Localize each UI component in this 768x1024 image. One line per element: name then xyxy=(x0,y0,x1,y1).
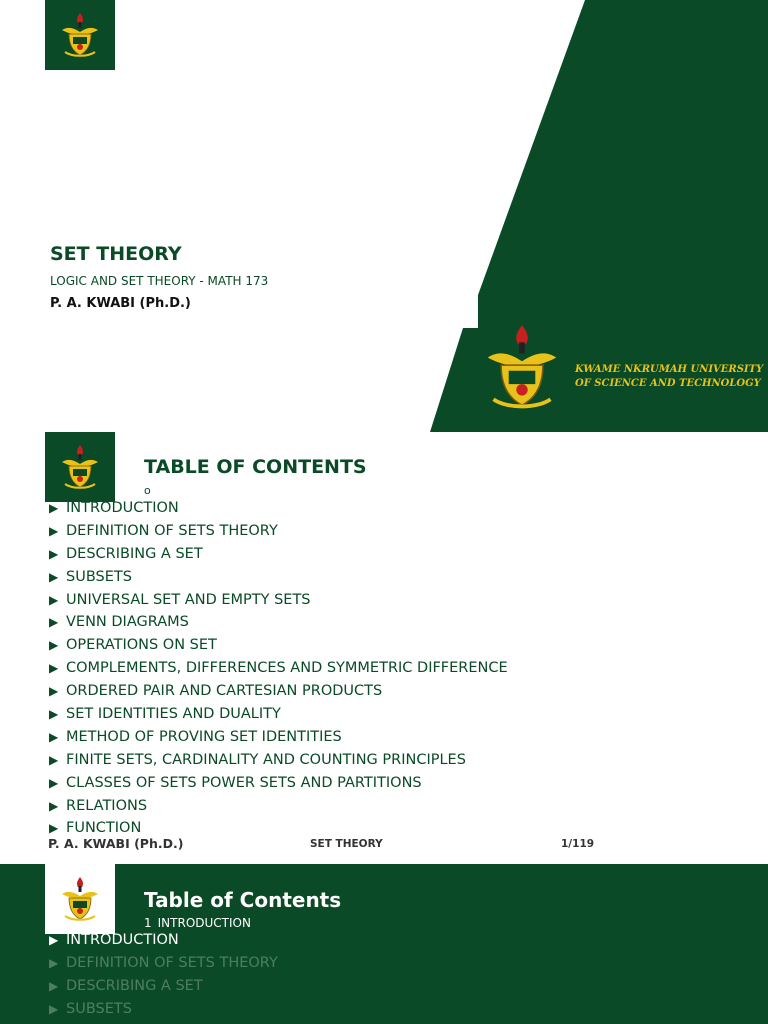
toc-item[interactable] xyxy=(49,795,508,818)
toc-item[interactable] xyxy=(49,520,508,543)
knust-logo-box xyxy=(45,0,115,70)
bullet-triangle-icon: ▶ xyxy=(49,775,59,790)
bullet-triangle-icon: ▶ xyxy=(49,798,59,813)
knust-crest-large-icon xyxy=(484,312,560,422)
toc-list xyxy=(49,497,508,840)
toc-item[interactable] xyxy=(49,634,508,657)
toc-title: TABLE OF CONTENTS xyxy=(144,456,367,478)
toc-item-label: SUBSETS xyxy=(66,568,132,585)
toc-item[interactable] xyxy=(49,703,508,726)
toc-item[interactable] xyxy=(49,589,508,612)
title-slide xyxy=(0,0,768,432)
toc-item-label: SET IDENTITIES AND DUALITY xyxy=(66,706,281,723)
toc-item[interactable] xyxy=(49,543,508,566)
bullet-triangle-icon: ▶ xyxy=(49,752,59,767)
bullet-triangle-icon: ▶ xyxy=(49,729,59,744)
toc-item-label: COMPLEMENTS, DIFFERENCES AND SYMMETRIC DIFFERENCE xyxy=(66,660,508,677)
toc-item-label: RELATIONS xyxy=(66,797,148,814)
toc-marker: o xyxy=(144,484,151,497)
section-toc-list xyxy=(49,929,278,1021)
toc-item[interactable] xyxy=(49,772,508,795)
toc-item-label: INTRODUCTION xyxy=(66,500,179,516)
bullet-triangle-icon: ▶ xyxy=(49,592,59,607)
university-name-line2: OF SCIENCE AND TECHNOLOGY xyxy=(575,378,761,389)
knust-crest-icon xyxy=(60,876,100,922)
toc-item-label: DESCRIBING A SET xyxy=(66,545,203,562)
toc-item[interactable] xyxy=(49,566,508,589)
toc-item[interactable] xyxy=(49,657,508,680)
section-label: INTRODUCTION xyxy=(157,916,251,930)
author-name: P. A. KWABI (Ph.D.) xyxy=(50,296,191,311)
bullet-triangle-icon: ▶ xyxy=(49,501,59,515)
slide-footer xyxy=(0,836,768,856)
toc-item-label: METHOD OF PROVING SET IDENTITIES xyxy=(66,728,342,745)
university-name-line1: KWAME NKRUMAH UNIVERSITY xyxy=(575,364,764,375)
toc-item-label: VENN DIAGRAMS xyxy=(66,614,189,631)
footer-title: SET THEORY xyxy=(310,838,383,850)
toc-item-label: FINITE SETS, CARDINALITY AND COUNTING PRINCIPLES xyxy=(66,751,466,768)
section-toc-item-label: DEFINITION OF SETS THEORY xyxy=(66,954,278,971)
bullet-triangle-icon: ▶ xyxy=(49,978,59,993)
knust-crest-icon xyxy=(60,12,100,58)
toc-item-label: FUNCTION xyxy=(66,820,142,837)
knust-logo-box xyxy=(45,432,115,502)
bullet-triangle-icon: ▶ xyxy=(49,546,59,561)
section-toc-item[interactable] xyxy=(49,998,278,1021)
toc-item[interactable] xyxy=(49,749,508,772)
knust-crest-icon xyxy=(60,444,100,490)
section-toc-item[interactable] xyxy=(49,952,278,975)
section-slide xyxy=(0,864,768,1024)
course-subtitle: LOGIC AND SET THEORY - MATH 173 xyxy=(50,274,269,288)
toc-item-label: CLASSES OF SETS POWER SETS AND PARTITIONS xyxy=(66,774,422,791)
toc-slide xyxy=(0,432,768,864)
toc-item-label: OPERATIONS ON SET xyxy=(66,637,217,654)
section-toc-item[interactable] xyxy=(49,975,278,998)
bullet-triangle-icon: ▶ xyxy=(49,615,59,630)
toc-item[interactable] xyxy=(49,611,508,634)
toc-item[interactable] xyxy=(49,497,508,520)
bullet-triangle-icon: ▶ xyxy=(49,661,59,676)
toc-item-label: DEFINITION OF SETS THEORY xyxy=(66,522,278,539)
bullet-triangle-icon: ▶ xyxy=(49,933,59,947)
toc-item[interactable] xyxy=(49,680,508,703)
footer-page-number: 1/119 xyxy=(561,838,595,850)
toc-item[interactable] xyxy=(49,726,508,749)
section-toc-item-label: SUBSETS xyxy=(66,1000,132,1017)
section-toc-item-label: DESCRIBING A SET xyxy=(66,977,203,994)
university-name xyxy=(575,363,763,391)
bullet-triangle-icon: ▶ xyxy=(49,684,59,699)
section-subtitle xyxy=(144,916,257,930)
section-toc-item[interactable] xyxy=(49,929,278,952)
bullet-triangle-icon: ▶ xyxy=(49,955,59,970)
toc-item-label: ORDERED PAIR AND CARTESIAN PRODUCTS xyxy=(66,683,383,700)
section-number: 1 xyxy=(144,916,152,930)
toc-item-label: UNIVERSAL SET AND EMPTY SETS xyxy=(66,591,311,608)
bullet-triangle-icon: ▶ xyxy=(49,1001,59,1016)
presentation-title: SET THEORY xyxy=(50,243,182,265)
bullet-triangle-icon: ▶ xyxy=(49,821,59,836)
bullet-triangle-icon: ▶ xyxy=(49,707,59,722)
section-toc-item-label: INTRODUCTION xyxy=(66,932,179,948)
bullet-triangle-icon: ▶ xyxy=(49,638,59,653)
section-title: Table of Contents xyxy=(144,888,342,912)
bullet-triangle-icon: ▶ xyxy=(49,523,59,538)
footer-author: P. A. KWABI (Ph.D.) xyxy=(48,836,184,851)
bullet-triangle-icon: ▶ xyxy=(49,569,59,584)
knust-logo-box xyxy=(45,864,115,934)
